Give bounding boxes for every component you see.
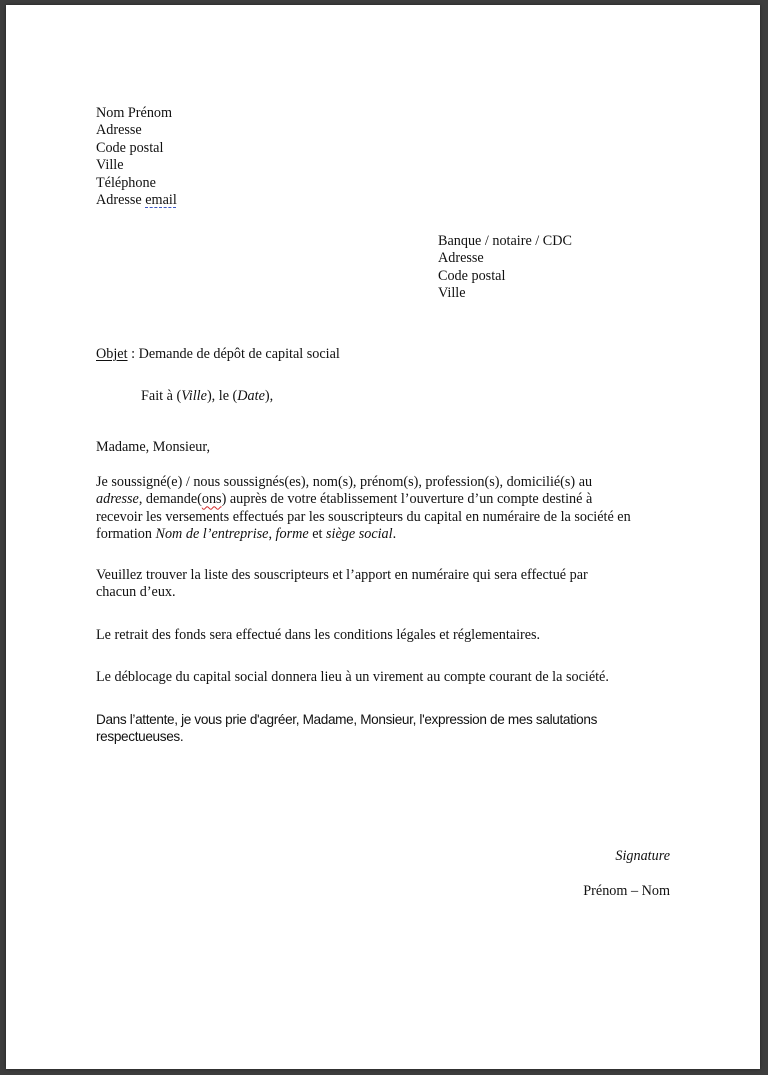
paragraph-1-line-2-b: ) auprès de votre établissement l’ouverture d’un compte destiné à <box>221 491 593 508</box>
place-placeholder: Ville <box>181 388 207 404</box>
date-placeholder: Date <box>237 388 265 404</box>
sender-block <box>96 105 177 209</box>
recipient-name: Banque / notaire / CDC <box>438 233 572 249</box>
signature-name <box>583 883 670 900</box>
paragraph-1-line-3: recevoir les versements effectués par les souscripteurs du capital en numéraire de la société en <box>96 508 631 525</box>
headquarters-placeholder: siège social <box>326 526 393 543</box>
paragraph-5-line-1: Dans l’attente, je vous prie d'agréer, Madame, Monsieur, l'expression de mes salutations <box>96 712 598 727</box>
greeting <box>96 439 210 456</box>
place-date-suffix: ), <box>264 388 274 404</box>
place-date-prefix: Fait à ( <box>141 388 182 404</box>
signature-label <box>615 848 670 865</box>
paragraph-1-sep: , <box>268 526 276 543</box>
subject-line <box>96 346 340 363</box>
paragraph-1-end: . <box>392 526 397 543</box>
paragraph-2-line-2: chacun d’eux. <box>96 584 176 601</box>
paragraph-2 <box>96 567 686 602</box>
sender-email-prefix: Adresse <box>96 192 146 209</box>
sender-city: Ville <box>96 157 124 174</box>
place-date-mid: ), le ( <box>206 388 238 404</box>
subject-text: : Demande de dépôt de capital social <box>127 346 340 362</box>
paragraph-4-text: Le déblocage du capital social donnera lieu à un virement au compte courant de la société. <box>96 669 609 685</box>
sender-email <box>96 192 177 209</box>
subject-label: Objet <box>96 346 128 362</box>
paragraph-5 <box>96 711 686 746</box>
paragraph-1-line-4 <box>96 526 686 543</box>
paragraph-4 <box>96 669 686 686</box>
paragraph-1-line-2 <box>96 491 686 508</box>
sender-email-word: email <box>145 192 177 209</box>
recipient-address: Adresse <box>438 250 484 267</box>
recipient-block <box>438 233 572 303</box>
paragraph-1-line-4-a: formation <box>96 526 156 543</box>
signature-label-text: Signature <box>615 848 670 864</box>
company-name-placeholder: Nom de l’entreprise <box>155 526 269 543</box>
sender-phone: Téléphone <box>96 174 156 191</box>
paragraph-5-line-2: respectueuses. <box>96 729 184 745</box>
company-form-placeholder: forme <box>275 526 309 543</box>
sender-postal-code: Code postal <box>96 139 164 156</box>
greeting-text: Madame, Monsieur, <box>96 439 211 455</box>
sender-address: Adresse <box>96 122 142 139</box>
paragraph-1-line-1: Je soussigné(e) / nous soussignés(es), nom(s), prénom(s), profession(s), domicilié(s) au <box>96 474 593 490</box>
paragraph-1 <box>96 474 686 544</box>
sender-name: Nom Prénom <box>96 105 173 121</box>
paragraph-1-et: et <box>308 526 326 543</box>
paragraph-3 <box>96 627 686 644</box>
recipient-city: Ville <box>438 285 466 302</box>
letter-page <box>6 5 760 1069</box>
place-date-line <box>141 388 273 405</box>
paragraph-3-text: Le retrait des fonds sera effectué dans les conditions légales et réglementaires. <box>96 627 541 643</box>
paragraph-1-line-2-a: , demande( <box>138 491 202 508</box>
signature-name-text: Prénom – Nom <box>583 883 670 899</box>
paragraph-2-line-1: Veuillez trouver la liste des souscripteurs et l’apport en numéraire qui sera effectué par <box>96 567 588 583</box>
recipient-postal-code: Code postal <box>438 267 506 284</box>
address-placeholder: adresse <box>96 491 139 508</box>
spellcheck-word: ons <box>201 491 222 508</box>
